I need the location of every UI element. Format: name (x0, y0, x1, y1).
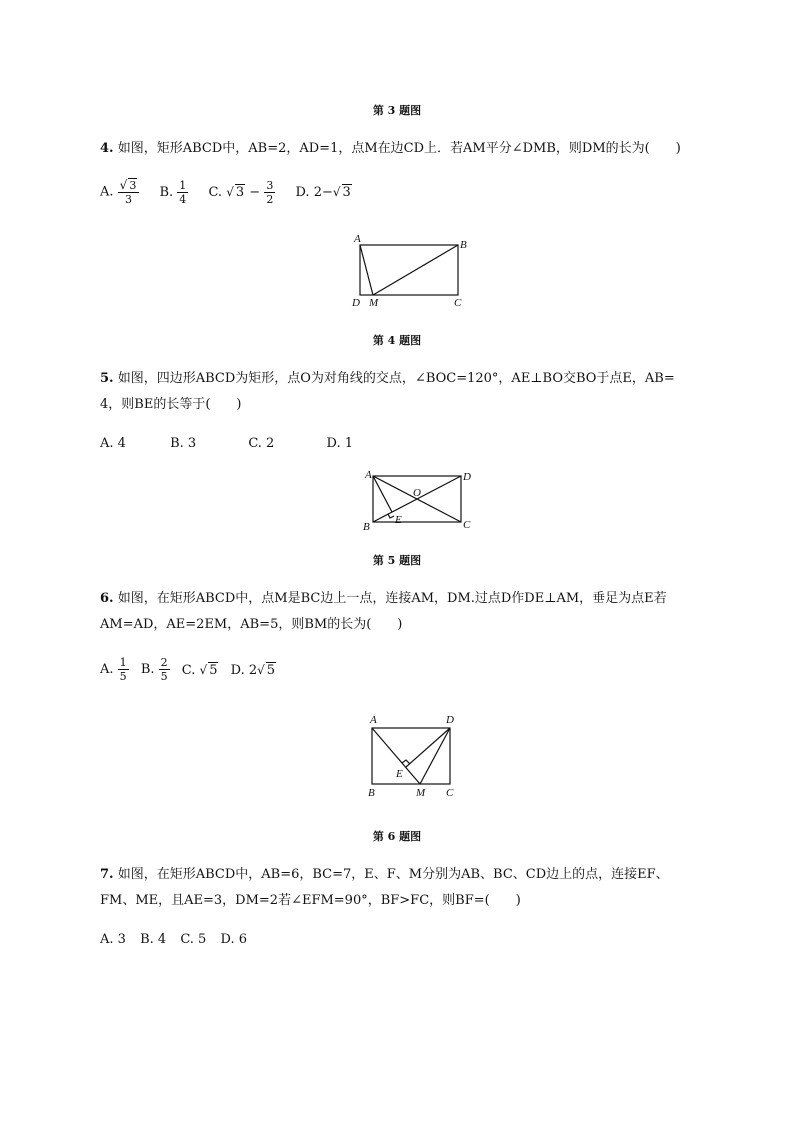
question-4-text (100, 136, 730, 162)
q4-option-c-minus: − (249, 184, 261, 200)
q4-option-a (100, 178, 139, 206)
q4-option-a-label: A. (100, 184, 114, 200)
question-7-line1: 如图，在矩形ABCD中，AB=6，BC=7，E、F、M分别为AB、BC、CD边上的点，连接EF、 (117, 867, 669, 882)
fig6-label-e: E (396, 768, 403, 780)
q5-option-a: A. 4 (100, 436, 126, 451)
q6-option-a-fraction (118, 656, 129, 683)
q5-option-d: D. 1 (326, 436, 353, 451)
fig6-segment-dm (420, 728, 450, 784)
q4-option-c-fraction (264, 179, 275, 206)
question-5-options (100, 436, 369, 451)
fig6-rectangle (372, 728, 450, 784)
q6-option-a (100, 656, 129, 683)
q4-option-b (159, 179, 188, 206)
q4-option-b-label: B. (159, 184, 174, 200)
fig6-right-angle-mark (402, 760, 410, 764)
question-4-line1: 如图，矩形ABCD中，AB=2，AD=1，点M在边CD上．若AM平分∠DMB，则DM的长为( ) (117, 141, 681, 156)
fig6-label-c: C (446, 787, 454, 799)
figure-6-diagram (360, 710, 470, 804)
question-7-number: 7. (100, 867, 114, 882)
fig6-label-d: D (446, 714, 454, 726)
question-7-options (100, 932, 263, 947)
q6-option-d-label: D. (230, 662, 245, 678)
fig4-segment-mb (373, 245, 458, 295)
question-5-text (100, 366, 730, 418)
q7-option-d: D. 6 (220, 932, 247, 947)
question-4-options (100, 178, 368, 206)
q6-option-d-radicand: 5 (266, 662, 276, 678)
question-6-line1: 如图，在矩形ABCD中，点M是BC边上一点，连接AM，DM.过点D作DE⊥AM，垂足为点E若 (117, 591, 667, 606)
question-5-line1: 如图，四边形ABCD为矩形，点O为对角线的交点，∠BOC=120°，AE⊥BO交BO于点E，AB= (117, 371, 675, 386)
q4-option-d: D. 2−√ 3 (295, 185, 351, 200)
q6-option-c-label: C. (181, 662, 196, 678)
q5-option-b: B. 3 (170, 436, 197, 451)
q6-option-a-label: A. (100, 662, 114, 677)
q4-option-a-denominator: 3 (125, 193, 132, 206)
fig4-label-c: C (454, 297, 462, 309)
q7-option-c: C. 5 (180, 932, 207, 947)
question-7-line2: FM、ME，且AE=3，DM=2若∠EFM=90°，BF>FC，则BF=( ) (100, 893, 521, 908)
q4-option-c-numerator: 3 (266, 178, 274, 192)
q4-option-b-denominator: 4 (179, 192, 187, 206)
q4-option-d-radicand: 3 (342, 185, 351, 200)
question-6-number: 6. (100, 591, 114, 606)
q6-option-b-numerator: 2 (160, 656, 168, 669)
fig5-label-c: C (463, 519, 471, 531)
fig4-rectangle (360, 245, 458, 295)
q6-option-d: D. 2√ 5 (230, 662, 276, 678)
question-6-options (100, 656, 292, 683)
q7-option-b: B. 4 (140, 932, 167, 947)
q7-option-a: A. 3 (100, 932, 126, 947)
fig6-label-a: A (370, 714, 377, 726)
figure-5-diagram (355, 466, 485, 538)
figure-5-caption: 第 5 题图 (372, 554, 422, 567)
figure-4-diagram (340, 232, 480, 312)
figure-6-caption: 第 6 题图 (372, 830, 422, 843)
fig6-label-b: B (368, 787, 375, 799)
fig5-label-o: O (413, 487, 421, 499)
fig5-label-b: B (363, 521, 370, 533)
fig5-label-e: E (395, 514, 402, 526)
q4-option-b-numerator: 1 (179, 178, 187, 192)
q4-option-c-label: C. (208, 184, 223, 200)
q4-option-a-fraction: $\frac{√ 3}{3}$ (118, 178, 140, 206)
q6-option-b (141, 656, 170, 683)
question-6-line2: AM=AD，AE=2EM，AB=5，则BM的长为( ) (100, 617, 403, 632)
question-5-line2: 4，则BE的长等于( ) (100, 397, 242, 412)
q6-option-c: C. √ 5 (181, 662, 218, 678)
fig6-label-m: M (416, 787, 426, 799)
question-7-text (100, 862, 730, 914)
fig4-label-a: A (354, 233, 361, 245)
question-6-text (100, 586, 730, 638)
q6-option-b-denominator: 5 (160, 670, 168, 683)
q6-option-a-denominator: 5 (119, 670, 127, 683)
fig5-label-d: D (463, 471, 471, 483)
question-5-number: 5. (100, 371, 114, 386)
fig4-label-d: D (352, 297, 360, 309)
q6-option-b-label: B. (140, 662, 155, 677)
q4-option-d-label: D. (295, 185, 310, 200)
fig4-label-m: M (369, 297, 379, 309)
fig4-label-b: B (460, 239, 467, 251)
q4-option-c-denominator: 2 (266, 192, 274, 206)
question-4-number: 4. (100, 141, 114, 156)
q4-option-c-radicand: 3 (235, 184, 245, 200)
q6-option-c-radicand: 5 (209, 662, 218, 678)
q4-option-d-prefix: 2− (313, 185, 333, 200)
figure-3-caption: 第 3 题图 (372, 104, 422, 117)
fig5-label-a: A (365, 469, 372, 481)
q4-option-a-radicand: 3 (129, 179, 137, 192)
fig5-right-angle-mark (388, 514, 394, 518)
q6-option-a-numerator: 1 (119, 656, 127, 669)
q4-option-c: C. √ 3 − $\frac{3}{2}$ (208, 178, 274, 206)
q4-option-b-fraction (177, 179, 188, 206)
fig4-segment-am (360, 245, 373, 295)
q6-option-d-prefix: 2 (248, 662, 258, 678)
figure-4-caption: 第 4 题图 (372, 334, 422, 347)
q5-option-c: C. 2 (248, 436, 275, 451)
q6-option-b-fraction (159, 656, 170, 683)
fig6-segment-de (406, 728, 450, 767)
